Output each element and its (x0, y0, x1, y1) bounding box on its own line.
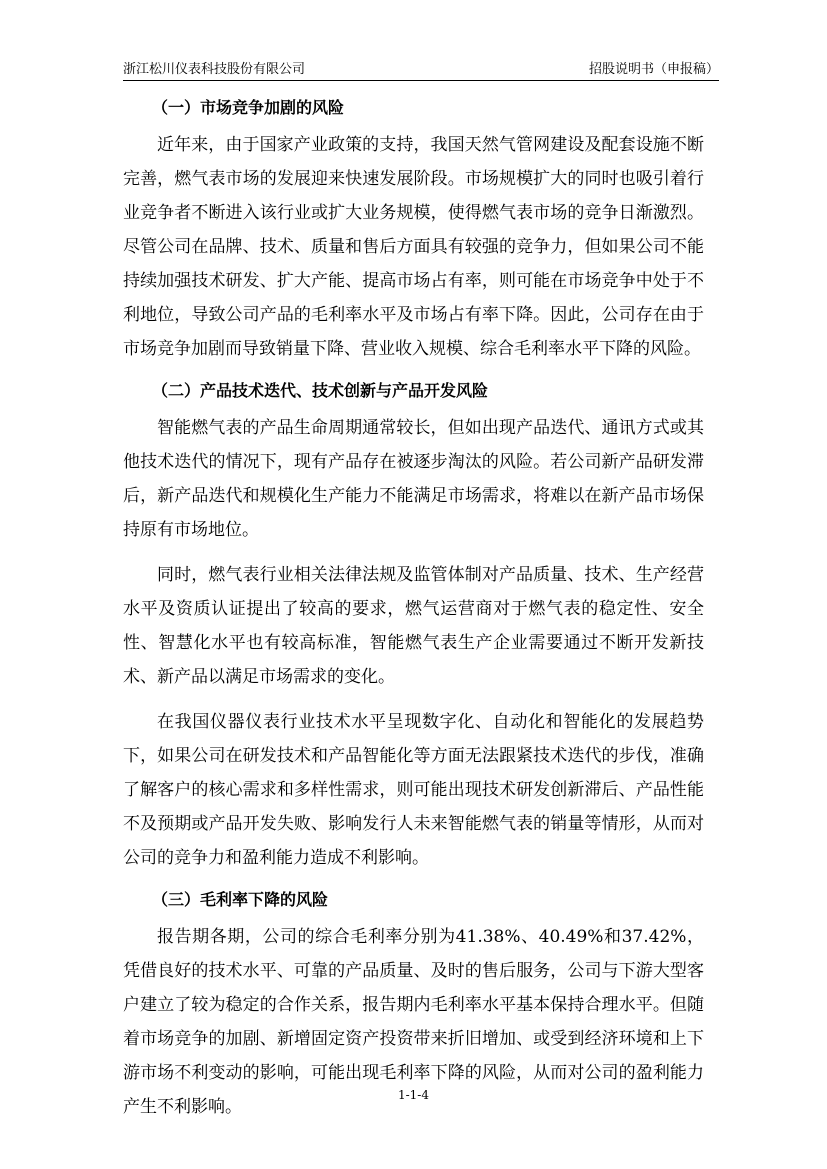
paragraph: 同时，燃气表行业相关法律法规及监管体制对产品质量、技术、生产经营水平及资质认证提出了较高的要求，燃气运营商对于燃气表的稳定性、安全性、智慧化水平也有较高标准，智能燃气表生产企业需要通过不断开发新技术、新产品以满足市场需求的变化。 (123, 565, 704, 687)
section-title-gross-margin: （三）毛利率下降的风险 (152, 890, 329, 909)
section-title-market-competition: （一）市场竞争加剧的风险 (152, 98, 345, 117)
paragraph: 在我国仪器仪表行业技术水平呈现数字化、自动化和智能化的发展趋势下，如果公司在研发技术和产品智能化等方面无法跟紧技术迭代的步伐，准确了解客户的核心需求和多样性需求，则可能出现技术研发创新滞后、产品性能不及预期或产品开发失败、影响发行人未来智能燃气表的销量等情形，从而对公司的竞争力和盈利能力造成不利影响。 (123, 712, 704, 868)
company-name: 浙江松川仪表科技股份有限公司 (123, 62, 306, 77)
paragraph: 近年来，由于国家产业政策的支持，我国天然气管网建设及配套设施不断完善，燃气表市场的发展迎来快速发展阶段。市场规模扩大的同时也吸引着行业竞争者不断进入该行业或扩大业务规模，使得燃气表市场的竞争日渐激烈。尽管公司在品牌、技术、质量和售后方面具有较强的竞争力，但如果公司不能持续加强技术研发、扩大产能、提高市场占有率，则可能在市场竞争中处于不利地位，导致公司产品的毛利率水平及市场占有率下降。因此，公司存在由于市场竞争加剧而导致销量下降、营业收入规模、综合毛利率水平下降的风险。 (123, 135, 704, 359)
page-number: 1-1-4 (397, 1088, 429, 1102)
paragraph: 报告期各期，公司的综合毛利率分别为41.38%、40.49%和37.42%，凭借良好的技术水平、可靠的产品质量、及时的售后服务，公司与下游大型客户建立了较为稳定的合作关系，报告期内毛利率水平基本保持合理水平。但随着市场竞争的加剧、新增固定资产投资带来折旧增加、或受到经济环境和上下游市场不利变动的影响，可能出现毛利率下降的风险，从而对公司的盈利能力产生不利影响。 (123, 927, 704, 1117)
document-body (123, 88, 704, 1124)
document-type: 招股说明书（申报稿） (588, 62, 719, 77)
page-header (123, 58, 719, 81)
section-title-technology-risk: （二）产品技术迭代、技术创新与产品开发风险 (152, 381, 489, 400)
paragraph: 智能燃气表的产品生命周期通常较长，但如出现产品迭代、通讯方式或其他技术迭代的情况下，现有产品存在被逐步淘汰的风险。若公司新产品研发滞后，新产品迭代和规模化生产能力不能满足市场需求，将难以在新产品市场保持原有市场地位。 (123, 418, 704, 540)
